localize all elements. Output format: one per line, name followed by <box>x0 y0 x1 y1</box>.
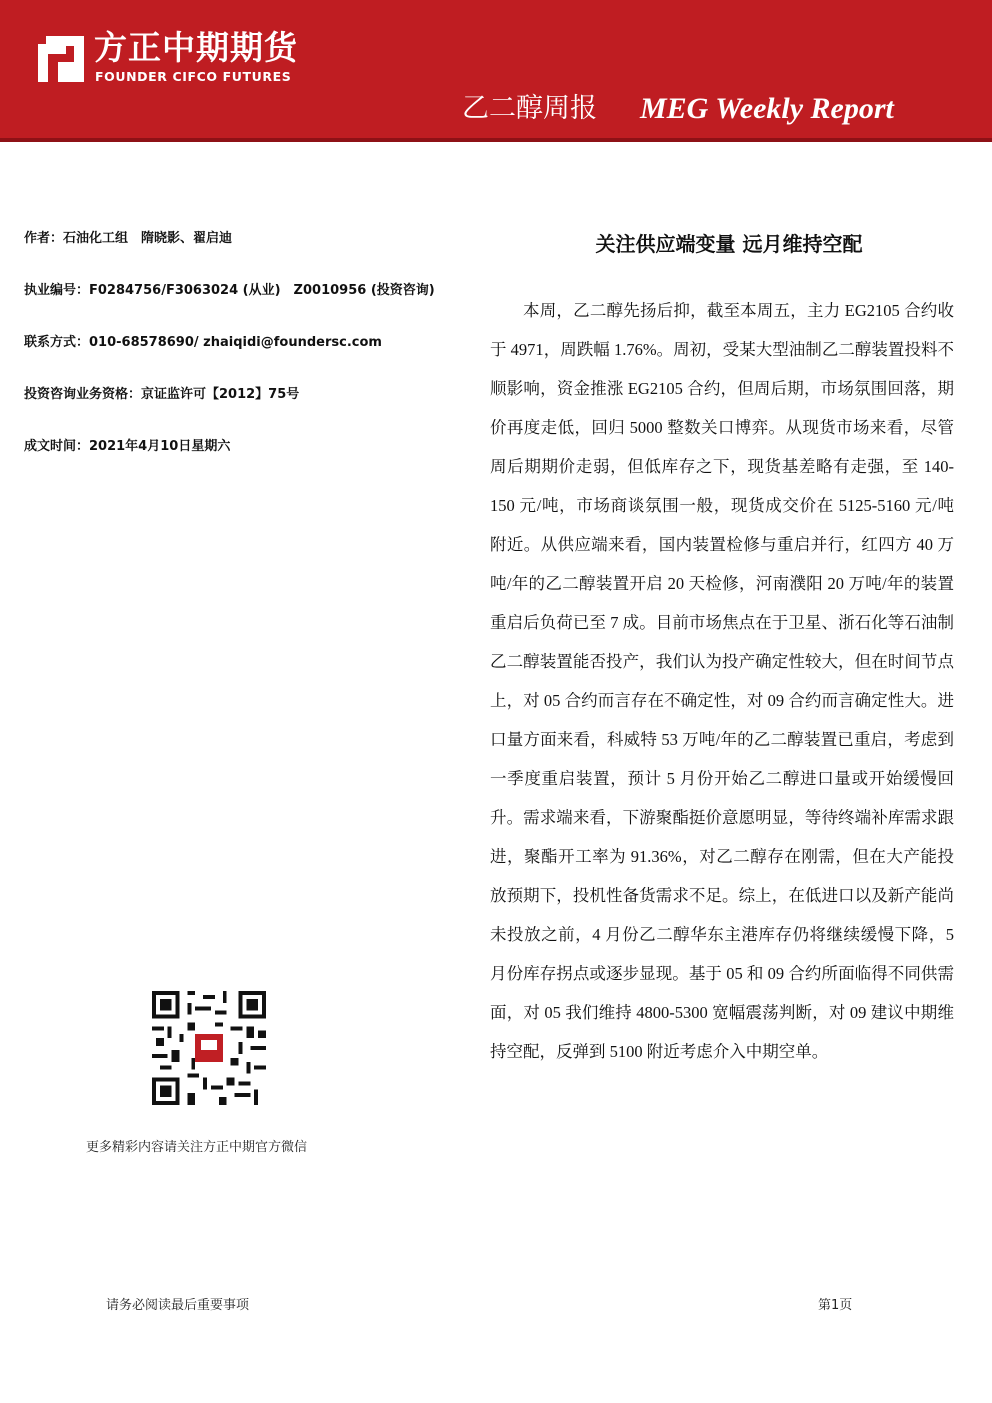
wechat-qr-code-icon <box>152 991 266 1105</box>
page-number: 第1页 <box>818 1298 853 1313</box>
license-line: 执业编号：F0284756/F3063024 (从业) Z0010956 (投资咨询) <box>24 283 435 298</box>
article-title: 关注供应端变量 远月维持空配 <box>595 232 863 256</box>
header-rule <box>0 138 992 142</box>
article-body <box>490 291 954 1071</box>
qualification-line: 投资咨询业务资格：京证监许可【2012】75号 <box>24 387 300 402</box>
author-line: 作者：石油化工组 隋晓影、翟启迪 <box>24 231 233 246</box>
contact-line: 联系方式：010-68578690/ zhaiqidi@foundersc.com <box>24 335 382 350</box>
footer-notice: 请务必阅读最后重要事项 <box>106 1298 250 1313</box>
company-name-cn: 方正中期期货 <box>94 28 298 67</box>
report-title-en: MEG Weekly Report <box>640 92 894 125</box>
company-name-en: FOUNDER CIFCO FUTURES <box>95 69 292 84</box>
date-line: 成文时间：2021年4月10日星期六 <box>24 439 231 454</box>
qr-caption: 更多精彩内容请关注方正中期官方微信 <box>86 1140 308 1155</box>
article-paragraph: 本周，乙二醇先扬后抑，截至本周五，主力 EG2105 合约收于 4971，周跌幅 1.76%。周初，受某大型油制乙二醇装置投料不顺影响，资金推涨 EG2105 合约，但周后期，市场氛围回落，期价再度走低，回归 5000 整数关口博弈。从现货市场来看，尽管周后期期价走弱，但低库存之下，现货基差略有走强，至 140-150 元/吨，市场商谈氛围一般，现货成交价在 5125-5160 元/吨附近。从供应端来看，国内装置检修与重启并行，红四方 40 万吨/年的乙二醇装置开启 20 天检修，河南濮阳 20 万吨/年的装置重启后负荷已至 7 成。目前市场焦点在于卫星、浙石化等石油制乙二醇装置能否投产，我们认为投产确定性较大，但在时间节点上，对 05 合约而言存在不确定性，对 09 合约而言确定性大。进口量方面来看，科威特 53 万吨/年的乙二醇装置已重启，考虑到一季度重启装置，预计 5 月份开始乙二醇进口量或开始缓慢回升。需求端来看，下游聚酯挺价意愿明显，等待终端补库需求跟进，聚酯开工率为 91.36%，对乙二醇存在刚需，但在大产能投放预期下，投机性备货需求不足。综上，在低进口以及新产能尚未投放之前，4 月份乙二醇华东主港库存仍将继续缓慢下降，5 月份库存拐点或逐步显现。基于 05 和 09 合约所面临得不同供需面，对 05 我们维持 4800-5300 宽幅震荡判断，对 09 建议中期维持空配，反弹到 5100 附近考虑介入中期空单。 <box>490 301 954 1061</box>
report-title-cn: 乙二醇周报 <box>462 93 597 124</box>
report-meta <box>24 231 464 491</box>
founder-logo-icon <box>36 34 86 84</box>
